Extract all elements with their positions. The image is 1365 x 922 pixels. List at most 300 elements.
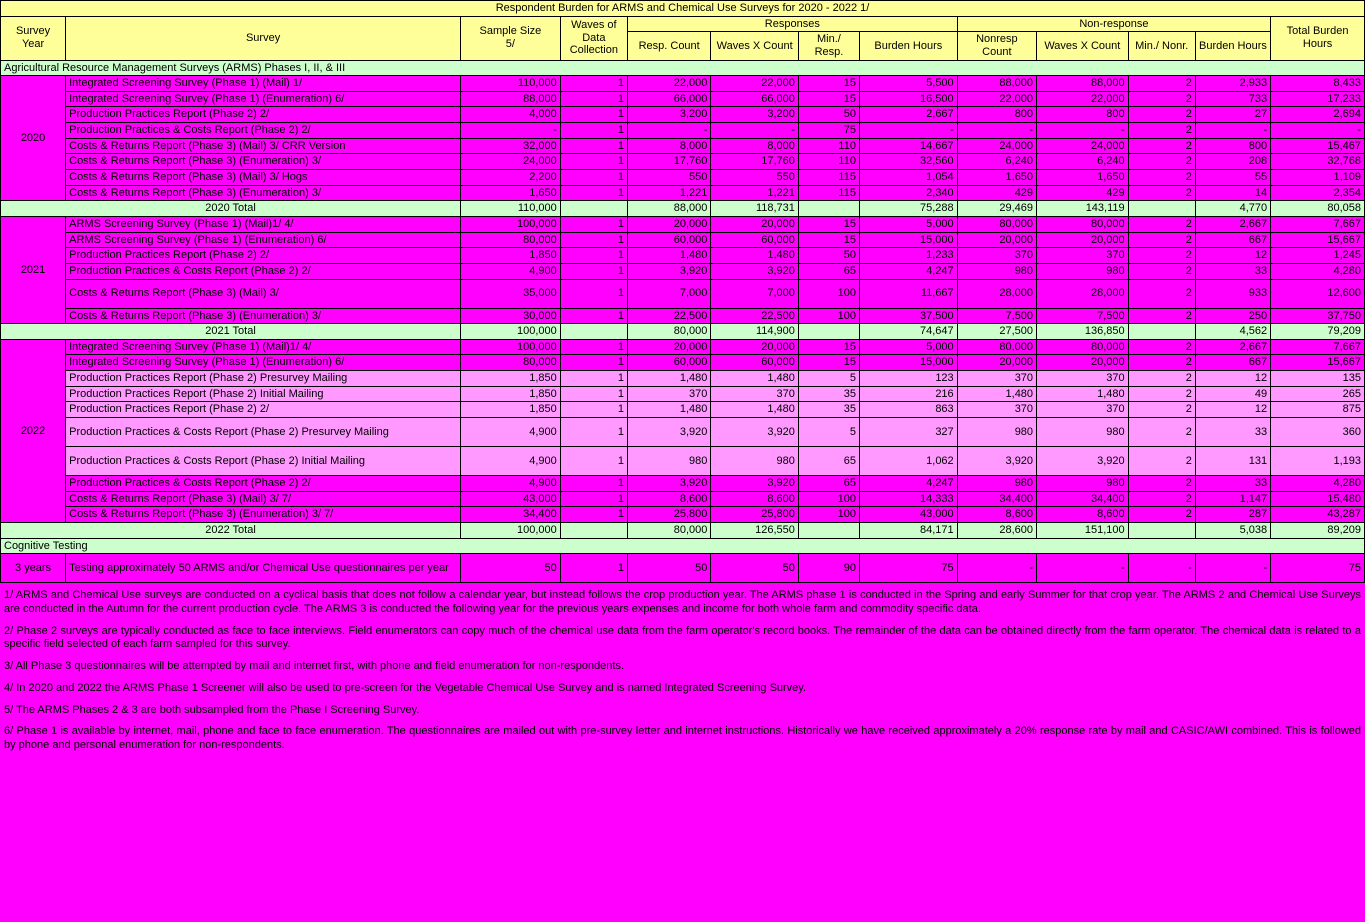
table-row <box>1 491 1365 507</box>
row-nonresp-burden-hours: 800 <box>1195 138 1270 154</box>
row-nonresp-burden-hours: - <box>1195 123 1270 139</box>
row-nonresp-count: 370 <box>957 371 1036 387</box>
row-nonresp-waves-x-count: 6,240 <box>1037 154 1129 170</box>
row-description: ARMS Screening Survey (Phase 1) (Enumeration) 6/ <box>66 232 461 248</box>
row-burden-hours: 43,000 <box>859 507 957 523</box>
total-burden-hours: 74,647 <box>859 324 957 340</box>
total-nonresp-waves-x-count: 143,119 <box>1037 201 1129 217</box>
total-min-resp <box>798 522 859 538</box>
header-nonresponse-group: Non-response <box>957 16 1270 32</box>
row-resp-count: 17,760 <box>627 154 710 170</box>
row-sample-size: 50 <box>461 554 561 583</box>
row-resp-count: 20,000 <box>627 216 710 232</box>
row-description: Production Practices & Costs Report (Phase 2) 2/ <box>66 123 461 139</box>
row-burden-hours: 2,667 <box>859 107 957 123</box>
total-label: 2020 Total <box>1 201 461 217</box>
table-row <box>1 447 1365 476</box>
row-nonresp-waves-x-count: - <box>1037 554 1129 583</box>
row-resp-count: 25,800 <box>627 507 710 523</box>
header-resp-count: Resp. Count <box>627 32 710 60</box>
row-min-resp: 65 <box>798 263 859 279</box>
row-waves-x-count: 550 <box>711 170 799 186</box>
row-resp-count: 370 <box>627 386 710 402</box>
row-min-nonr: 2 <box>1128 507 1195 523</box>
row-resp-count: 7,000 <box>627 279 710 308</box>
row-min-nonr: 2 <box>1128 107 1195 123</box>
row-sample-size: 34,400 <box>461 507 561 523</box>
row-burden-hours: 327 <box>859 418 957 447</box>
row-nonresp-count: 3,920 <box>957 447 1036 476</box>
year-total-row <box>1 201 1365 217</box>
row-resp-count: 20,000 <box>627 339 710 355</box>
row-burden-hours: 4,247 <box>859 476 957 492</box>
row-burden-hours: 5,000 <box>859 339 957 355</box>
row-min-nonr: 2 <box>1128 418 1195 447</box>
row-description: Production Practices & Costs Report (Phase 2) Presurvey Mailing <box>66 418 461 447</box>
row-nonresp-burden-hours: 55 <box>1195 170 1270 186</box>
row-sample-size: 100,000 <box>461 216 561 232</box>
row-burden-hours: - <box>859 123 957 139</box>
row-min-resp: 100 <box>798 507 859 523</box>
table-row <box>1 279 1365 308</box>
year-total-row <box>1 522 1365 538</box>
row-total-burden-hours: 4,280 <box>1271 476 1365 492</box>
row-total-burden-hours: 8,433 <box>1271 76 1365 92</box>
row-sample-size: 1,850 <box>461 371 561 387</box>
row-min-resp: 35 <box>798 386 859 402</box>
total-nonresp-burden-hours: 5,038 <box>1195 522 1270 538</box>
row-nonresp-count: 88,000 <box>957 76 1036 92</box>
row-total-burden-hours: 1,245 <box>1271 248 1365 264</box>
row-sample-size: 35,000 <box>461 279 561 308</box>
row-description: Production Practices & Costs Report (Phase 2) 2/ <box>66 476 461 492</box>
row-waves-x-count: 8,000 <box>711 138 799 154</box>
header-waves-line3: Collection <box>569 44 618 57</box>
header-min-nonr: Min./ Nonr. <box>1128 32 1195 60</box>
row-min-nonr: 2 <box>1128 386 1195 402</box>
row-nonresp-waves-x-count: 980 <box>1037 263 1129 279</box>
row-nonresp-count: 20,000 <box>957 355 1036 371</box>
row-waves-x-count: 7,000 <box>711 279 799 308</box>
row-burden-hours: 5,500 <box>859 76 957 92</box>
row-burden-hours: 11,667 <box>859 279 957 308</box>
row-waves: 1 <box>560 339 627 355</box>
row-burden-hours: 32,560 <box>859 154 957 170</box>
row-resp-count: 60,000 <box>627 355 710 371</box>
row-waves-x-count: 17,760 <box>711 154 799 170</box>
total-nonresp-count: 29,469 <box>957 201 1036 217</box>
row-min-resp: 100 <box>798 279 859 308</box>
row-min-resp: 110 <box>798 154 859 170</box>
total-nonresp-burden-hours: 4,562 <box>1195 324 1270 340</box>
total-waves <box>560 522 627 538</box>
footnote-2: 2/ Phase 2 surveys are typically conducted as face to face interviews. Field enumerators can copy much of the chemical use data from the farm operator's record books. The remainder of the data can be obtained directly from the farm operator. The chemical data is related to a specific field selected of each farm sampled for this survey. <box>4 624 1361 651</box>
row-burden-hours: 123 <box>859 371 957 387</box>
row-nonresp-waves-x-count: 980 <box>1037 476 1129 492</box>
row-sample-size: - <box>461 123 561 139</box>
header-sample-size-line1: Sample Size <box>479 25 542 38</box>
header-waves-x-count-nonresp: Waves X Count <box>1037 32 1129 60</box>
row-nonresp-count: 28,000 <box>957 279 1036 308</box>
row-waves: 1 <box>560 476 627 492</box>
year-label-2021: 2021 <box>1 216 66 323</box>
row-waves: 1 <box>560 170 627 186</box>
total-sample-size: 100,000 <box>461 324 561 340</box>
row-nonresp-count: 80,000 <box>957 339 1036 355</box>
row-min-resp: 100 <box>798 491 859 507</box>
row-description: Costs & Returns Report (Phase 3) (Mail) 3/ CRR Version <box>66 138 461 154</box>
row-total-burden-hours: 32,768 <box>1271 154 1365 170</box>
row-nonresp-count: 6,240 <box>957 154 1036 170</box>
total-total-burden-hours: 89,209 <box>1271 522 1365 538</box>
row-min-resp: 50 <box>798 107 859 123</box>
footnote-1: 1/ ARMS and Chemical Use surveys are conducted on a cyclical basis that does not follow a calendar year, but instead follows the crop production year. The ARMS phase 1 is conducted in the Spring and early Summer for that crop year. The ARMS 2 and Chemical Use Surveys are conducted in the Autumn for the current production cycle. The ARMS 3 is conducted the following year for the previous years expenses and income for both whole farm and commodity specific data. <box>4 589 1361 615</box>
row-min-resp: 65 <box>798 476 859 492</box>
row-min-resp: 65 <box>798 447 859 476</box>
row-resp-count: 50 <box>627 554 710 583</box>
header-sample-size-line2: 5/ <box>505 38 515 51</box>
total-nonresp-waves-x-count: 151,100 <box>1037 522 1129 538</box>
row-waves-x-count: 370 <box>711 386 799 402</box>
row-description: Production Practices Report (Phase 2) 2/ <box>66 248 461 264</box>
row-nonresp-waves-x-count: 7,500 <box>1037 308 1129 324</box>
row-min-nonr: 2 <box>1128 263 1195 279</box>
row-nonresp-burden-hours: 131 <box>1195 447 1270 476</box>
row-burden-hours: 1,062 <box>859 447 957 476</box>
row-min-resp: 5 <box>798 418 859 447</box>
total-waves <box>560 324 627 340</box>
row-total-burden-hours: 4,280 <box>1271 263 1365 279</box>
row-waves-x-count: 1,221 <box>711 185 799 201</box>
row-nonresp-count: 20,000 <box>957 232 1036 248</box>
row-nonresp-burden-hours: 208 <box>1195 154 1270 170</box>
row-nonresp-count: 7,500 <box>957 308 1036 324</box>
row-nonresp-burden-hours: - <box>1195 554 1270 583</box>
footnote-4: 4/ In 2020 and 2022 the ARMS Phase 1 Screener will also be used to pre-screen for the Vegetable Chemical Use Survey and is named Integrated Screening Survey. <box>4 681 807 694</box>
row-waves: 1 <box>560 371 627 387</box>
row-sample-size: 2,200 <box>461 170 561 186</box>
row-resp-count: 3,200 <box>627 107 710 123</box>
row-nonresp-burden-hours: 1,147 <box>1195 491 1270 507</box>
row-burden-hours: 2,340 <box>859 185 957 201</box>
row-description: ARMS Screening Survey (Phase 1) (Mail)1/ 4/ <box>66 216 461 232</box>
row-nonresp-count: 980 <box>957 476 1036 492</box>
row-total-burden-hours: 15,667 <box>1271 355 1365 371</box>
row-nonresp-burden-hours: 12 <box>1195 248 1270 264</box>
total-nonresp-count: 28,600 <box>957 522 1036 538</box>
row-burden-hours: 4,247 <box>859 263 957 279</box>
row-waves: 1 <box>560 355 627 371</box>
section-header-arms <box>1 60 1365 76</box>
header-survey-year-line1: Survey <box>15 25 51 38</box>
table-row <box>1 232 1365 248</box>
section-cognitive-label: Cognitive Testing <box>1 538 1365 554</box>
row-resp-count: 550 <box>627 170 710 186</box>
row-min-nonr: 2 <box>1128 476 1195 492</box>
row-waves: 1 <box>560 402 627 418</box>
row-total-burden-hours: 2,354 <box>1271 185 1365 201</box>
header-sample-size <box>461 16 561 60</box>
total-total-burden-hours: 80,058 <box>1271 201 1365 217</box>
row-resp-count: 980 <box>627 447 710 476</box>
row-min-resp: 115 <box>798 170 859 186</box>
row-nonresp-burden-hours: 33 <box>1195 476 1270 492</box>
total-min-resp <box>798 324 859 340</box>
row-waves: 1 <box>560 263 627 279</box>
row-min-nonr: 2 <box>1128 185 1195 201</box>
row-min-resp: 15 <box>798 91 859 107</box>
row-resp-count: 1,480 <box>627 371 710 387</box>
row-min-nonr: - <box>1128 554 1195 583</box>
row-nonresp-count: 980 <box>957 418 1036 447</box>
table-row <box>1 339 1365 355</box>
table-row <box>1 418 1365 447</box>
row-nonresp-waves-x-count: 80,000 <box>1037 339 1129 355</box>
row-sample-size: 1,850 <box>461 248 561 264</box>
row-description: Integrated Screening Survey (Phase 1) (Mail)1/ 4/ <box>66 339 461 355</box>
table-row <box>1 371 1365 387</box>
row-description: Costs & Returns Report (Phase 3) (Mail) 3/ 7/ <box>66 491 461 507</box>
row-nonresp-waves-x-count: 34,400 <box>1037 491 1129 507</box>
row-min-resp: 15 <box>798 339 859 355</box>
row-waves: 1 <box>560 91 627 107</box>
row-resp-count: 1,221 <box>627 185 710 201</box>
row-nonresp-burden-hours: 33 <box>1195 418 1270 447</box>
row-nonresp-waves-x-count: 3,920 <box>1037 447 1129 476</box>
total-nonresp-burden-hours: 4,770 <box>1195 201 1270 217</box>
row-nonresp-count: 22,000 <box>957 91 1036 107</box>
header-total-burden-line1: Total Burden <box>1286 25 1349 38</box>
row-waves: 1 <box>560 123 627 139</box>
row-min-resp: 75 <box>798 123 859 139</box>
row-min-nonr: 2 <box>1128 308 1195 324</box>
row-nonresp-waves-x-count: 88,000 <box>1037 76 1129 92</box>
row-description: Costs & Returns Report (Phase 3) (Enumeration) 3/ <box>66 185 461 201</box>
row-nonresp-count: 370 <box>957 402 1036 418</box>
row-nonresp-count: 24,000 <box>957 138 1036 154</box>
row-waves-x-count: 20,000 <box>711 339 799 355</box>
table-row <box>1 402 1365 418</box>
row-sample-size: 80,000 <box>461 232 561 248</box>
row-burden-hours: 863 <box>859 402 957 418</box>
row-sample-size: 4,900 <box>461 476 561 492</box>
row-sample-size: 88,000 <box>461 91 561 107</box>
table-row <box>1 386 1365 402</box>
row-resp-count: 66,000 <box>627 91 710 107</box>
row-resp-count: 22,000 <box>627 76 710 92</box>
row-total-burden-hours: 135 <box>1271 371 1365 387</box>
table-row <box>1 355 1365 371</box>
row-min-resp: 110 <box>798 138 859 154</box>
title-row <box>1 1 1365 17</box>
row-total-burden-hours: 2,694 <box>1271 107 1365 123</box>
row-nonresp-burden-hours: 2,667 <box>1195 339 1270 355</box>
row-min-resp: 15 <box>798 76 859 92</box>
row-sample-size: 24,000 <box>461 154 561 170</box>
row-nonresp-waves-x-count: 22,000 <box>1037 91 1129 107</box>
row-total-burden-hours: 15,667 <box>1271 232 1365 248</box>
row-nonresp-waves-x-count: 8,600 <box>1037 507 1129 523</box>
row-waves: 1 <box>560 154 627 170</box>
row-sample-size: 4,900 <box>461 418 561 447</box>
row-sample-size: 4,900 <box>461 447 561 476</box>
row-nonresp-waves-x-count: 24,000 <box>1037 138 1129 154</box>
row-nonresp-waves-x-count: 429 <box>1037 185 1129 201</box>
row-resp-count: - <box>627 123 710 139</box>
row-sample-size: 43,000 <box>461 491 561 507</box>
row-nonresp-burden-hours: 33 <box>1195 263 1270 279</box>
row-min-nonr: 2 <box>1128 216 1195 232</box>
total-total-burden-hours: 79,209 <box>1271 324 1365 340</box>
row-total-burden-hours: 265 <box>1271 386 1365 402</box>
section-header-cognitive <box>1 538 1365 554</box>
row-nonresp-count: 34,400 <box>957 491 1036 507</box>
row-min-nonr: 2 <box>1128 355 1195 371</box>
row-nonresp-burden-hours: 933 <box>1195 279 1270 308</box>
row-nonresp-burden-hours: 14 <box>1195 185 1270 201</box>
row-description: Testing approximately 50 ARMS and/or Chemical Use questionnaires per year <box>66 554 461 583</box>
table-row <box>1 170 1365 186</box>
table-row <box>1 507 1365 523</box>
header-waves <box>560 16 627 60</box>
row-resp-count: 3,920 <box>627 476 710 492</box>
row-nonresp-burden-hours: 667 <box>1195 232 1270 248</box>
row-description: Integrated Screening Survey (Phase 1) (Enumeration) 6/ <box>66 355 461 371</box>
row-nonresp-count: 8,600 <box>957 507 1036 523</box>
row-nonresp-count: 800 <box>957 107 1036 123</box>
row-nonresp-burden-hours: 287 <box>1195 507 1270 523</box>
table-row <box>1 138 1365 154</box>
row-description: Production Practices Report (Phase 2) 2/ <box>66 402 461 418</box>
row-min-nonr: 2 <box>1128 248 1195 264</box>
row-description: Production Practices & Costs Report (Phase 2) Initial Mailing <box>66 447 461 476</box>
row-min-resp: 115 <box>798 185 859 201</box>
row-waves-x-count: 3,920 <box>711 418 799 447</box>
row-description: Production Practices Report (Phase 2) Presurvey Mailing <box>66 371 461 387</box>
header-min-resp: Min./ Resp. <box>798 32 859 60</box>
row-description: Production Practices Report (Phase 2) Initial Mailing <box>66 386 461 402</box>
row-waves-x-count: 50 <box>711 554 799 583</box>
table-row <box>1 476 1365 492</box>
header-burden-hours-resp: Burden Hours <box>859 32 957 60</box>
row-waves: 1 <box>560 248 627 264</box>
row-min-nonr: 2 <box>1128 76 1195 92</box>
total-nonresp-count: 27,500 <box>957 324 1036 340</box>
row-burden-hours: 216 <box>859 386 957 402</box>
header-total-burden-line2: Hours <box>1302 38 1333 51</box>
row-nonresp-count: - <box>957 554 1036 583</box>
row-min-nonr: 2 <box>1128 232 1195 248</box>
row-min-nonr: 2 <box>1128 138 1195 154</box>
row-min-resp: 100 <box>798 308 859 324</box>
row-min-nonr: 2 <box>1128 123 1195 139</box>
row-total-burden-hours: 15,480 <box>1271 491 1365 507</box>
row-nonresp-waves-x-count: 370 <box>1037 371 1129 387</box>
row-waves-x-count: 1,480 <box>711 371 799 387</box>
row-description: Integrated Screening Survey (Phase 1) (Enumeration) 6/ <box>66 91 461 107</box>
table-row <box>1 107 1365 123</box>
header-burden-hours-nonresp: Burden Hours <box>1195 32 1270 60</box>
row-description: Costs & Returns Report (Phase 3) (Enumeration) 3/ 7/ <box>66 507 461 523</box>
row-min-resp: 15 <box>798 355 859 371</box>
header-total-burden-hours <box>1271 16 1365 60</box>
row-sample-size: 110,000 <box>461 76 561 92</box>
header-survey-year <box>1 16 66 60</box>
row-nonresp-count: 80,000 <box>957 216 1036 232</box>
total-resp-count: 80,000 <box>627 522 710 538</box>
row-waves-x-count: 60,000 <box>711 232 799 248</box>
row-waves: 1 <box>560 507 627 523</box>
header-waves-x-count: Waves X Count <box>711 32 799 60</box>
row-nonresp-waves-x-count: 80,000 <box>1037 216 1129 232</box>
row-waves-x-count: 3,920 <box>711 476 799 492</box>
row-sample-size: 4,000 <box>461 107 561 123</box>
row-sample-size: 32,000 <box>461 138 561 154</box>
row-waves: 1 <box>560 76 627 92</box>
table-row <box>1 154 1365 170</box>
row-description: Production Practices Report (Phase 2) 2/ <box>66 107 461 123</box>
row-nonresp-count: 980 <box>957 263 1036 279</box>
row-sample-size: 4,900 <box>461 263 561 279</box>
total-sample-size: 100,000 <box>461 522 561 538</box>
table-row <box>1 76 1365 92</box>
row-description: Costs & Returns Report (Phase 3) (Enumeration) 3/ <box>66 308 461 324</box>
table-row <box>1 185 1365 201</box>
footnote-6: 6/ Phase 1 is available by internet, mail, phone and face to face enumeration. The questionnaires are mailed out with pre-survey letter and internet instructions. Historically we have received approximately a 20% response rate by mail and CASIC/AWI combined. This is followed by phone and personal enumeration for non-respondents. <box>4 725 1361 752</box>
total-burden-hours: 84,171 <box>859 522 957 538</box>
total-waves-x-count: 114,900 <box>711 324 799 340</box>
section-arms-label: Agricultural Resource Management Surveys (ARMS) Phases I, II, & III <box>1 60 1365 76</box>
row-description: Production Practices & Costs Report (Phase 2) 2/ <box>66 263 461 279</box>
footnote-5: 5/ The ARMS Phases 2 & 3 are both subsampled from the Phase I Screening Survey. <box>4 703 420 716</box>
table-row <box>1 216 1365 232</box>
row-waves-x-count: 25,800 <box>711 507 799 523</box>
row-total-burden-hours: 1,109 <box>1271 170 1365 186</box>
header-nonresp-count: Nonresp Count <box>957 32 1036 60</box>
row-nonresp-burden-hours: 49 <box>1195 386 1270 402</box>
row-nonresp-burden-hours: 2,933 <box>1195 76 1270 92</box>
table-row <box>1 91 1365 107</box>
row-total-burden-hours: 43,287 <box>1271 507 1365 523</box>
total-label: 2021 Total <box>1 324 461 340</box>
row-nonresp-count: 429 <box>957 185 1036 201</box>
row-nonresp-waves-x-count: 800 <box>1037 107 1129 123</box>
row-description: Integrated Screening Survey (Phase 1) (Mail) 1/ <box>66 76 461 92</box>
row-resp-count: 3,920 <box>627 263 710 279</box>
row-nonresp-waves-x-count: 1,650 <box>1037 170 1129 186</box>
row-min-resp: 50 <box>798 248 859 264</box>
row-burden-hours: 1,233 <box>859 248 957 264</box>
total-sample-size: 110,000 <box>461 201 561 217</box>
year-total-row <box>1 324 1365 340</box>
row-resp-count: 8,000 <box>627 138 710 154</box>
row-waves: 1 <box>560 185 627 201</box>
row-nonresp-burden-hours: 12 <box>1195 371 1270 387</box>
row-total-burden-hours: 37,750 <box>1271 308 1365 324</box>
total-min-nonr <box>1128 522 1195 538</box>
row-total-burden-hours: 12,600 <box>1271 279 1365 308</box>
table-row <box>1 308 1365 324</box>
row-resp-count: 60,000 <box>627 232 710 248</box>
total-waves-x-count: 118,731 <box>711 201 799 217</box>
row-nonresp-count: - <box>957 123 1036 139</box>
row-waves-x-count: 60,000 <box>711 355 799 371</box>
footnote-3: 3/ All Phase 3 questionnaires will be attempted by mail and internet first, with phone and field enumeration for non-respondents. <box>4 660 625 673</box>
table-row <box>1 263 1365 279</box>
table-row <box>1 554 1365 583</box>
row-sample-size: 1,850 <box>461 386 561 402</box>
row-waves: 1 <box>560 232 627 248</box>
